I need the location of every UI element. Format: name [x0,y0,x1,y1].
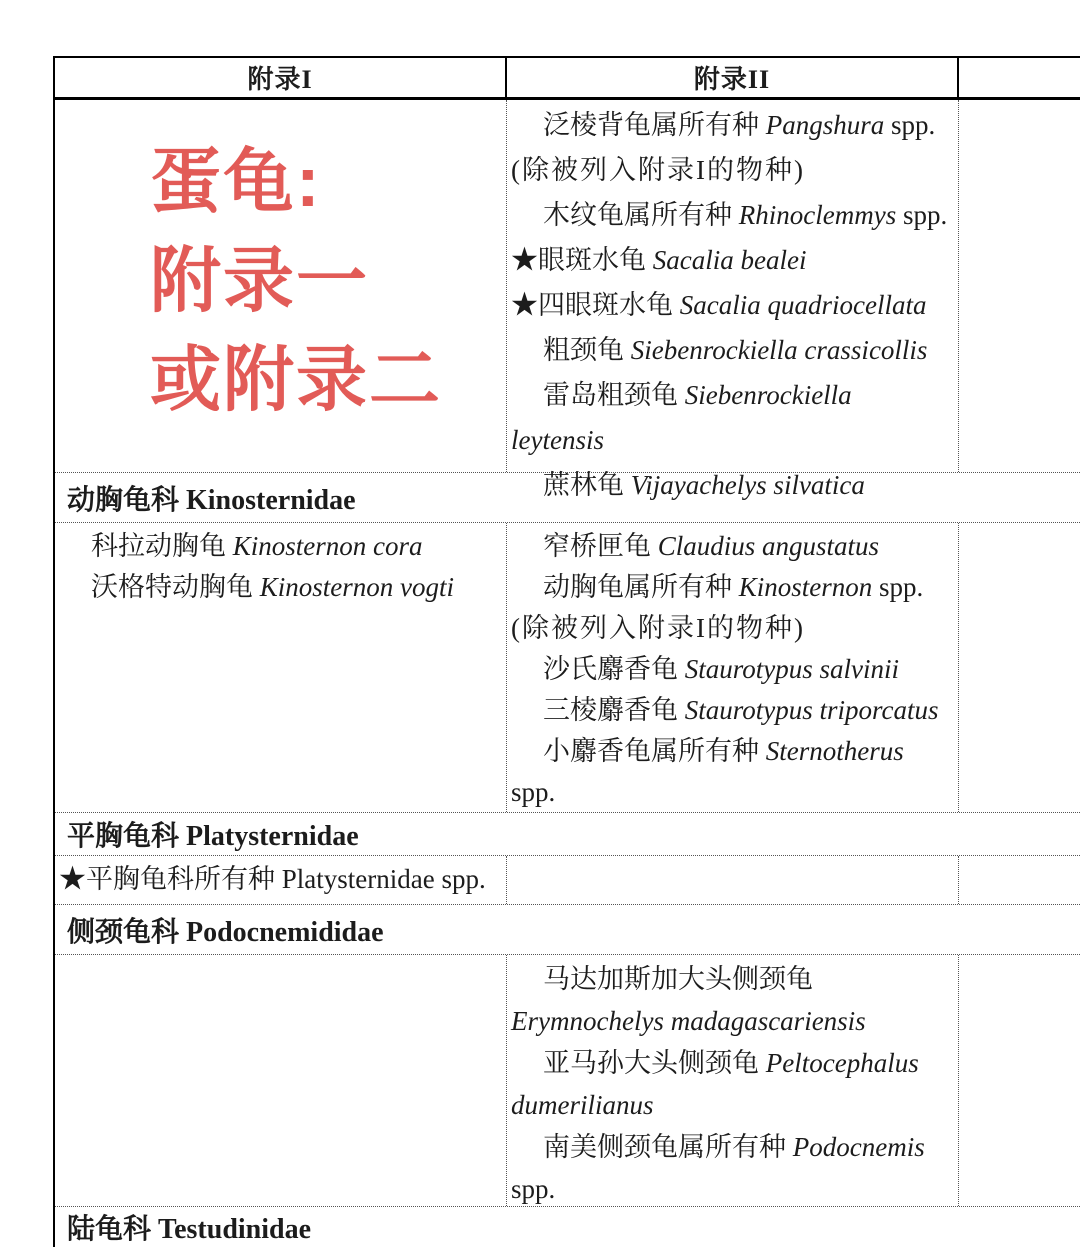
latin-name: Kinosternon vogti [259,572,454,602]
red-annotation-line-1: 蛋龟: [150,143,322,222]
species-text: spp. [511,777,556,807]
species-text: spp. [884,110,936,140]
species-line [511,463,954,508]
species-line [59,859,502,900]
family-section-header [55,905,1080,955]
latin-name: Peltocephalus [765,1048,919,1078]
latin-name: Rhinoclemmys [738,200,897,230]
species-text: spp. [872,572,924,602]
family-section-header-label: 侧颈龟科 Podocnemididae [67,916,384,948]
species-text: 动胸龟属所有种 [543,572,739,602]
cell-appendix2 [507,523,959,812]
species-line [511,418,954,463]
species-row [55,523,1080,813]
species-line [511,1084,954,1126]
latin-name: Kinosternon [738,572,873,602]
column-header-appendix1 [55,58,507,97]
latin-name: Erymnochelys madagascariensis [511,1006,866,1036]
species-line [59,567,502,608]
species-text: 蔗林龟 [543,470,631,500]
species-text: 木纹龟属所有种 [543,200,739,230]
species-row [55,856,1080,905]
cell-appendix1 [55,856,507,904]
species-line [59,526,502,567]
latin-name: Sacalia bealei [652,245,807,275]
species-line [511,567,954,608]
table-header-row [55,58,1080,100]
latin-name: Siebenrockiella [684,380,852,410]
species-line [511,526,954,567]
latin-name: Sternotherus [765,736,904,766]
species-text: spp. [896,200,948,230]
column-header-appendix2-label: 附录II [693,65,771,94]
species-line [511,103,954,148]
species-line [511,148,954,193]
cell-appendix3 [959,856,1080,904]
latin-name: Staurotypus salvinii [684,654,899,684]
cell-appendix1 [55,955,507,1206]
species-line [511,193,954,238]
species-text: ★四眼斑水龟 [511,290,680,320]
species-line [511,1168,954,1210]
species-line [511,958,954,1000]
latin-name: Podocnemis [792,1132,925,1162]
species-text: (除被列入附录I的物种) [511,613,805,643]
cell-appendix2 [507,100,959,500]
species-line [511,373,954,418]
red-annotation-line-2: 附录一 [150,242,370,321]
family-section-header-label: 平胸龟科 Platysternidae [67,821,359,852]
latin-name: Pangshura [765,110,885,140]
species-text: 三棱麝香龟 [543,695,685,725]
cell-appendix3 [959,955,1080,1206]
species-text: spp. [511,1174,556,1204]
species-line [511,283,954,328]
red-annotation-line-3: 或附录二 [150,341,443,420]
species-line [511,1042,954,1084]
species-line [511,1126,954,1168]
cell-appendix2 [507,955,959,1206]
red-annotation [150,133,442,430]
family-section-header-label: 动胸龟科 Kinosternidae [67,484,356,516]
species-line [511,649,954,690]
family-section-header [55,1207,1080,1247]
latin-name: Sacalia quadriocellata [679,290,927,320]
column-header-appendix3 [959,58,1080,97]
species-line [511,608,954,649]
species-line [511,690,954,731]
cell-appendix2 [507,856,959,904]
species-text: 南美侧颈龟属所有种 [543,1132,793,1162]
species-text: ★眼斑水龟 [511,245,653,275]
column-header-appendix1-label: 附录I [247,65,313,94]
species-line [511,772,954,813]
family-section-header [55,813,1080,856]
species-text: 泛棱背龟属所有种 [543,110,766,140]
species-text: 雷岛粗颈龟 [543,380,685,410]
latin-name: Siebenrockiella crassicollis [630,335,928,365]
species-text: 科拉动胸龟 [91,531,233,561]
species-text: (除被列入附录I的物种) [511,155,805,185]
species-text: 小麝香龟属所有种 [543,736,766,766]
species-line [511,238,954,283]
species-row [55,955,1080,1207]
latin-name: Kinosternon cora [232,531,423,561]
cell-appendix3 [959,100,1080,472]
cell-appendix1 [55,523,507,812]
species-text: ★平胸龟科所有种 Platysternidae spp. [59,864,486,894]
species-text: 沙氏麝香龟 [543,654,685,684]
species-text: 马达加斯加大头侧颈龟 [543,964,813,994]
cell-appendix3 [959,523,1080,812]
species-line [511,328,954,373]
latin-name: dumerilianus [511,1090,654,1120]
column-header-appendix2 [507,58,959,97]
species-text: 亚马孙大头侧颈龟 [543,1048,766,1078]
species-text: 沃格特动胸龟 [91,572,260,602]
family-section-header-label: 陆龟科 Testudinidae [67,1214,312,1245]
species-line [511,731,954,772]
species-text: 窄桥匣龟 [543,531,658,561]
species-text: 粗颈龟 [543,335,631,365]
latin-name: Staurotypus triporcatus [684,695,939,725]
latin-name: Vijayachelys silvatica [630,470,865,500]
latin-name: Claudius angustatus [657,531,880,561]
species-line [511,1000,954,1042]
latin-name: leytensis [511,425,604,455]
